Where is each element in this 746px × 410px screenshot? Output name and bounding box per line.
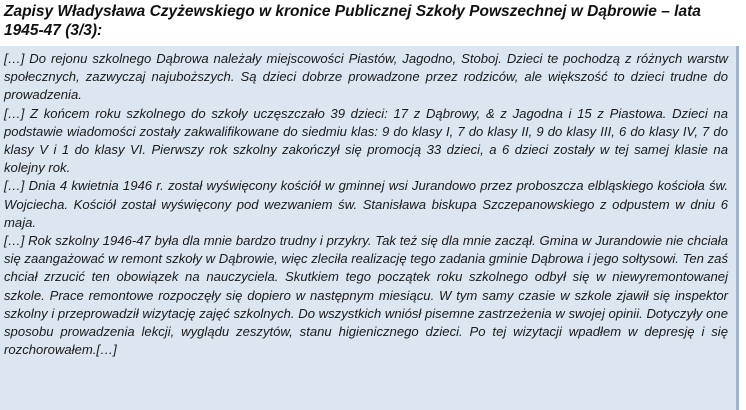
paragraph-district: […] Do rejonu szkolnego Dąbrowa należały miejscowości Piastów, Jagodno, Stoboj. Dzieci te pochodzą z różnych warstw społecznych, zazwyczaj najuboższych. Są dzieci dobrze prowadzone przez rodziców, ale większość to dzieci trudne do prowadzenia.: [4, 51, 728, 103]
paragraph-church: […] Dnia 4 kwietnia 1946 r. został wyświęcony kościół w gminnej wsi Jurandowo przez proboszcza elbląskiego kościoła św. Wojciecha. Kościół został wyświęcony pod wezwaniem św. Stanisława biskupa Szczepanowskiego z odpustem w dniu 6 maja.: [4, 178, 728, 230]
text-box: [0, 46, 739, 410]
paragraph-enrollment: […] Z końcem roku szkolnego do szkoły uczęszczało 39 dzieci: 17 z Dąbrowy, & z Jagodna i 15 z Piastowa. Dzieci na podstawie wiadomości zostały zakwalifikowane do siedmiu klas: 9 do klasy I, 7 do klasy II, 9 do klasy III, 6 do klasy IV, 7 do klasy V i 1 do klasy VI. Pierwszy rok szkolny zakończył się promocją 33 dzieci, a 6 dzieci zostały w tej samej klasie na kolejny rok.: [4, 105, 728, 176]
title-area: [4, 0, 738, 44]
paragraph-school-year: […] Rok szkolny 1946-47 była dla mnie bardzo trudny i przykry. Tak też się dla mnie zaczął. Gmina w Jurandowie nie chciała się zaangażować w remont szkoły w Dąbrowie, więc zleciła realizację tego zadania gminie Dąbrowa i jego sołtysowi. Ten zaś chciał zrzucić ten obowiązek na nauczyciela. Skutkiem tego początek roku szkolnego odbył się w niewyremontowanej szkole. Prace remontowe rozpoczęły się dopiero w następnym miesiącu. W tym samy czasie w szkole zjawił się inspektor szkolny i przeprowadził wizytację zajęć szkolnych. Do wszystkich wniósł pisemne zastrzeżenia w swojej opinii. Dotyczyły one sposobu prowadzenia lekcji, wyglądu zeszytów, stanu higienicznego dzieci. Po tej wizytacji wpadłem w depresję i się rozchorowałem.[…]: [4, 233, 728, 358]
document-title: Zapisy Władysława Czyżewskiego w kronice Publicznej Szkoły Powszechnej w Dąbrowie – lata 1945-47 (3/3):: [4, 3, 701, 39]
